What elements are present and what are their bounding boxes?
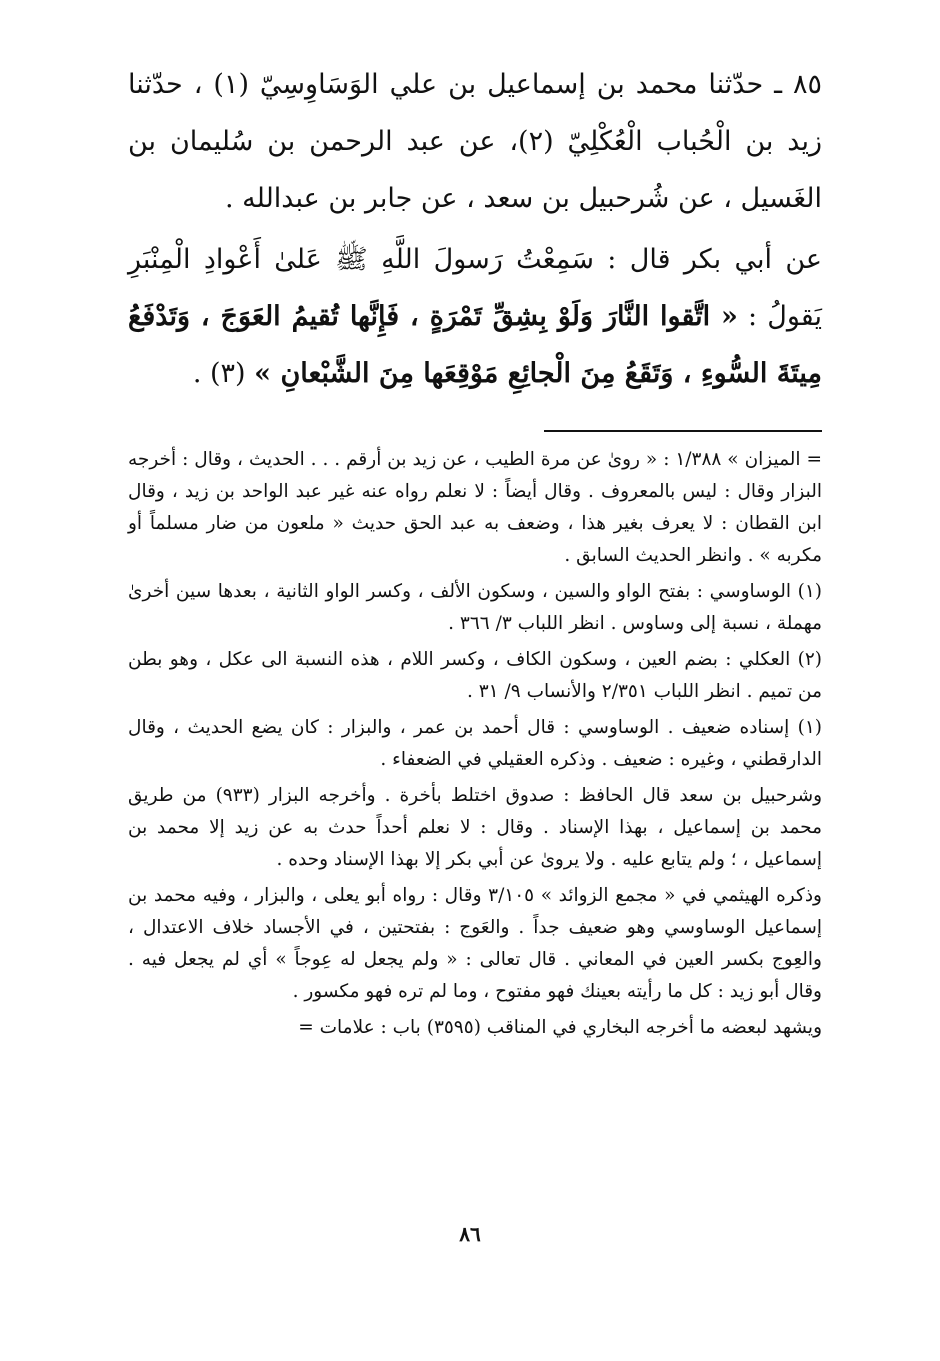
- hadith-intro: عن أبي بكر قال : سَمِعْتُ رَسولَ اللَّهِ ﷺ عَلىٰ أَعْوادِ الْمِنْبَرِ يَقولُ :: [128, 244, 822, 332]
- footnote-divider: [544, 430, 822, 432]
- page-number: ٨٦: [459, 1222, 481, 1246]
- hadith-text: « اتَّقوا النَّارَ وَلَوْ بِشِقِّ تَمْرَةٍ ، فَإِنَّها تُقيمُ العَوَجَ ، وَتَدْفَعُ مِيتَةَ السُّوءِ ، وَتَقَعُ مِنَ الْجائِعِ مَوْقِعَها مِنَ الشَّبْعانِ »: [128, 301, 822, 389]
- hadith-matn-paragraph: [128, 231, 822, 402]
- hadith-isnad-paragraph: ٨٥ ـ حدّثنا محمد بن إسماعيل بن علي الوَسَاوِسِيّ (١) ، حدّثنا زيد بن الْحُباب الْعُكْلِيّ (٢)، عن عبد الرحمن بن سُليمان بن الغَسيل ، عن شُرحبيل بن سعد ، عن جابر بن عبدالله .: [128, 69, 822, 214]
- footnote-1: (١) الوساوسي : بفتح الواو والسين ، وسكون الألف ، وكسر الواو الثانية ، بعدها سين أخرىٰ مهملة ، نسبة إلى وساوس . انظر اللباب ٣/ ٣٦٦ .: [128, 581, 822, 634]
- footnote-continuation: = الميزان » ١/٣٨٨ : « روىٰ عن مرة الطيب ، عن زيد بن أرقم . . . الحديث ، وقال : أخرجه البزار وقال : ليس بالمعروف . وقال أيضاً : لا نعلم رواه عنه غير عبد الواحد بن زيد ، وقال ابن القطان : لا يعرف بغير هذا ، وضعف به عبد الحق حديث « ملعون من ضار مسلماً أو مكربه » . وانظر الحديث السابق .: [128, 449, 822, 566]
- footnote-3-continued: ويشهد لبعضه ما أخرجه البخاري في المناقب (٣٥٩٥) باب : علامات =: [298, 1017, 822, 1038]
- footnote-2: (٢) العكلي : بضم العين ، وسكون الكاف ، وكسر اللام ، هذه النسبة الى عكل ، وهو بطن من تميم . انظر اللباب ٢/٣٥١ والأنساب ٩/ ٣١ .: [128, 649, 822, 702]
- footnote-3: (١) إسناده ضعيف . الوساوسي : قال أحمد بن عمر ، والبزار : كان يضع الحديث ، وقال الدارقطني ، وغيره : ضعيف . وذكره العقيلي في الضعفاء .: [128, 717, 822, 770]
- hadith-footnote-ref: (٣) .: [192, 358, 246, 389]
- footnote-3-continued: وشرحبيل بن سعد قال الحافظ : صدوق اختلط بأخرة . وأخرجه البزار (٩٣٣) من طريق محمد بن إسماعيل ، بهذا الإسناد . وقال : لا نعلم أحداً حدث به عن زيد إلا محمد بن إسماعيل ، ؛ ولم يتابع عليه . ولا يروىٰ عن أبي بكر إلا بهذا الإسناد وحده .: [128, 785, 823, 870]
- main-text: [128, 56, 822, 402]
- footnotes: [128, 444, 822, 1044]
- footnote-3-continued: وذكره الهيثمي في « مجمع الزوائد » ٣/١٠٥ وقال : رواه أبو يعلى ، والبزار ، وفيه محمد بن إسماعيل الوساوسي وهو ضعيف جداً . والعَوج : بفتحتين ، في الأجساد خلاف الاعتدال ، والعِوج بكسر العين في المعاني . قال تعالى : « ولم يجعل له عِوجاً » أي لم يجعل فيه . وقال أبو زيد : كل ما رأيته بعينك فهو مفتوح ، وما لم تره فهو مكسور .: [128, 885, 822, 1002]
